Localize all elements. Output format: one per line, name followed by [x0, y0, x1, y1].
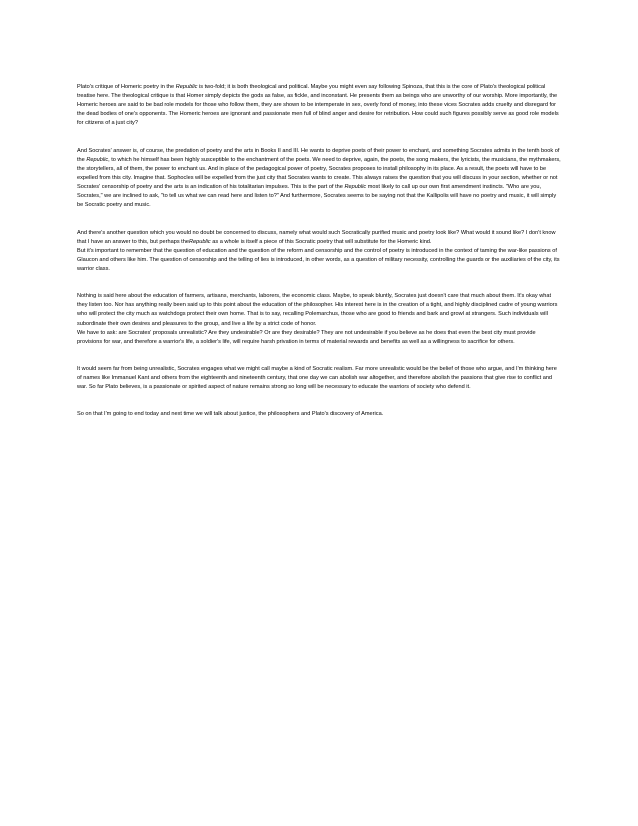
italic-title: Republic: [188, 238, 211, 245]
text-run: , to which he himself has been highly susceptible to the enchantment of the poets. We need to deprive, again, the poets, the song makers, the lyricists, the musicians, the mythmakers, the storytellers, all of them, the power to enchant us. And in place of the pedagogical power of poetry, Socrates proposes to install philosophy in its place. As a result, the poets will have to be expelled from this city. Imagine that. Sophocles will be expelled from the just city that Socrates wants to create. This always raises the question that you will discuss in your section, whether or not Socrates' censorship of poetry and the arts is an indication of his totalitarian impulses. This is the part of the: [77, 156, 561, 191]
text-run: And Socrates' answer is, of course, the predation of poetry and the arts in Books II and III. He wants to deprive poets of their power to enchant, and something Socrates admits in the tenth book of the: [77, 147, 560, 163]
text-run: So on that I'm going to end today and next time we will talk about justice, the philosophers and Plato's discovery of America.: [77, 411, 384, 418]
text-run: It would seem far from being unrealistic, Socrates engages what we might call maybe a kind of Socratic realism. Far more unrealistic would be the belief of those who argue, and I'm thinking here of names like Immanuel Kant and others from the eighteenth and nineteenth century, that one day we can abolish war altogether, and therefore abolish the passions that give rise to conflict and war. So far Plato believes, is a passionate or spirited aspect of nature remains strong so long will be necessary to educate the warriors of society who defend it.: [77, 366, 557, 391]
paragraph-3: [77, 220, 561, 275]
text-run: And there's another question which you would no doubt be concerned to discuss, namely what would such Socratically purified music and poetry look like? What would it sound like? I don't know that I have an answer to this, but perhaps the: [77, 229, 556, 245]
paragraph-2: [77, 138, 561, 211]
text-run: Nothing is said here about the education of farmers, artisans, merchants, laborers, the economic class. Maybe, to speak bluntly, Socrates just doesn't care that much about them. It's okay what they listen too. Nor has anything really been said up to this point about the education of the philosopher. His interest here is in the creation of a tight, and highly disciplined cadre of young warriors who will protect the city much as watchdogs protect their own home. That is to say, recalling Polemarchus, those who are good to friends and bark and growl at strangers. Such individuals will subordinate their own desires and pleasures to the group, and live a life by a strict code of honor. We have to ask: are Socrates' proposals unrealistic? Are they undesirable? Or are they desirable? They are not undesirable if you believe as he does that even the best city must provide provisions for war, and therefore a warrior's life, a soldier's life, will require harsh privation in terms of material rewards and benefits as well as a willingness to sacrifice for others.: [77, 293, 558, 345]
text-run: is two-fold; it is both theological and political. Maybe you might even say following Spinoza, that this is the core of Plato's theological political treatise here. The theological critique is that Homer simply depicts the gods as false, as fickle, and inconstant. He presents them as beings who are unworthy of our worship. More importantly, the Homeric heroes are said to be bad role models for those who follow them, they are shown to be intemperate in sex, overly fond of money, into these vices Socrates adds cruelty and disregard for the dead bodies of one's opponents. The Homeric heroes are ignorant and passionate men full of blind anger and desire for retribution. How could such figures possibly serve as good role models for citizens of a just city?: [77, 84, 559, 127]
document-body: [77, 74, 561, 429]
paragraph-6: [77, 401, 561, 419]
text-run: as a whole is itself a piece of this Socratic poetry that will substitute for the Homeric kind. But it's important to remember that the question of education and the question of the reform and censorship and the control of poetry is introduced in the context of taming the war-like passions of Glaucon and others like him. The question of censorship and the telling of lies is introduced, in other words, as a question of military necessity, controlling the guards or the auxiliaries of the city, its warrior class.: [77, 238, 560, 272]
text-run: Plato's critique of Homeric poetry in the: [77, 84, 176, 91]
paragraph-4: [77, 283, 561, 347]
italic-title: Republic: [86, 156, 109, 163]
italic-title: Republic: [344, 184, 367, 191]
paragraph-1: [77, 74, 561, 129]
paragraph-5: [77, 356, 561, 392]
text-run: most likely to call up our own first amendment instincts. "Who are you, Socrates," we are inclined to ask, "to tell us what we can read here and listen to?" And furthermore, Socrates seems to be saying not that the Kallipolis will have no poetry and music, it will simply be Socratic poetry and music.: [77, 184, 557, 209]
italic-title: Republic: [175, 84, 198, 91]
